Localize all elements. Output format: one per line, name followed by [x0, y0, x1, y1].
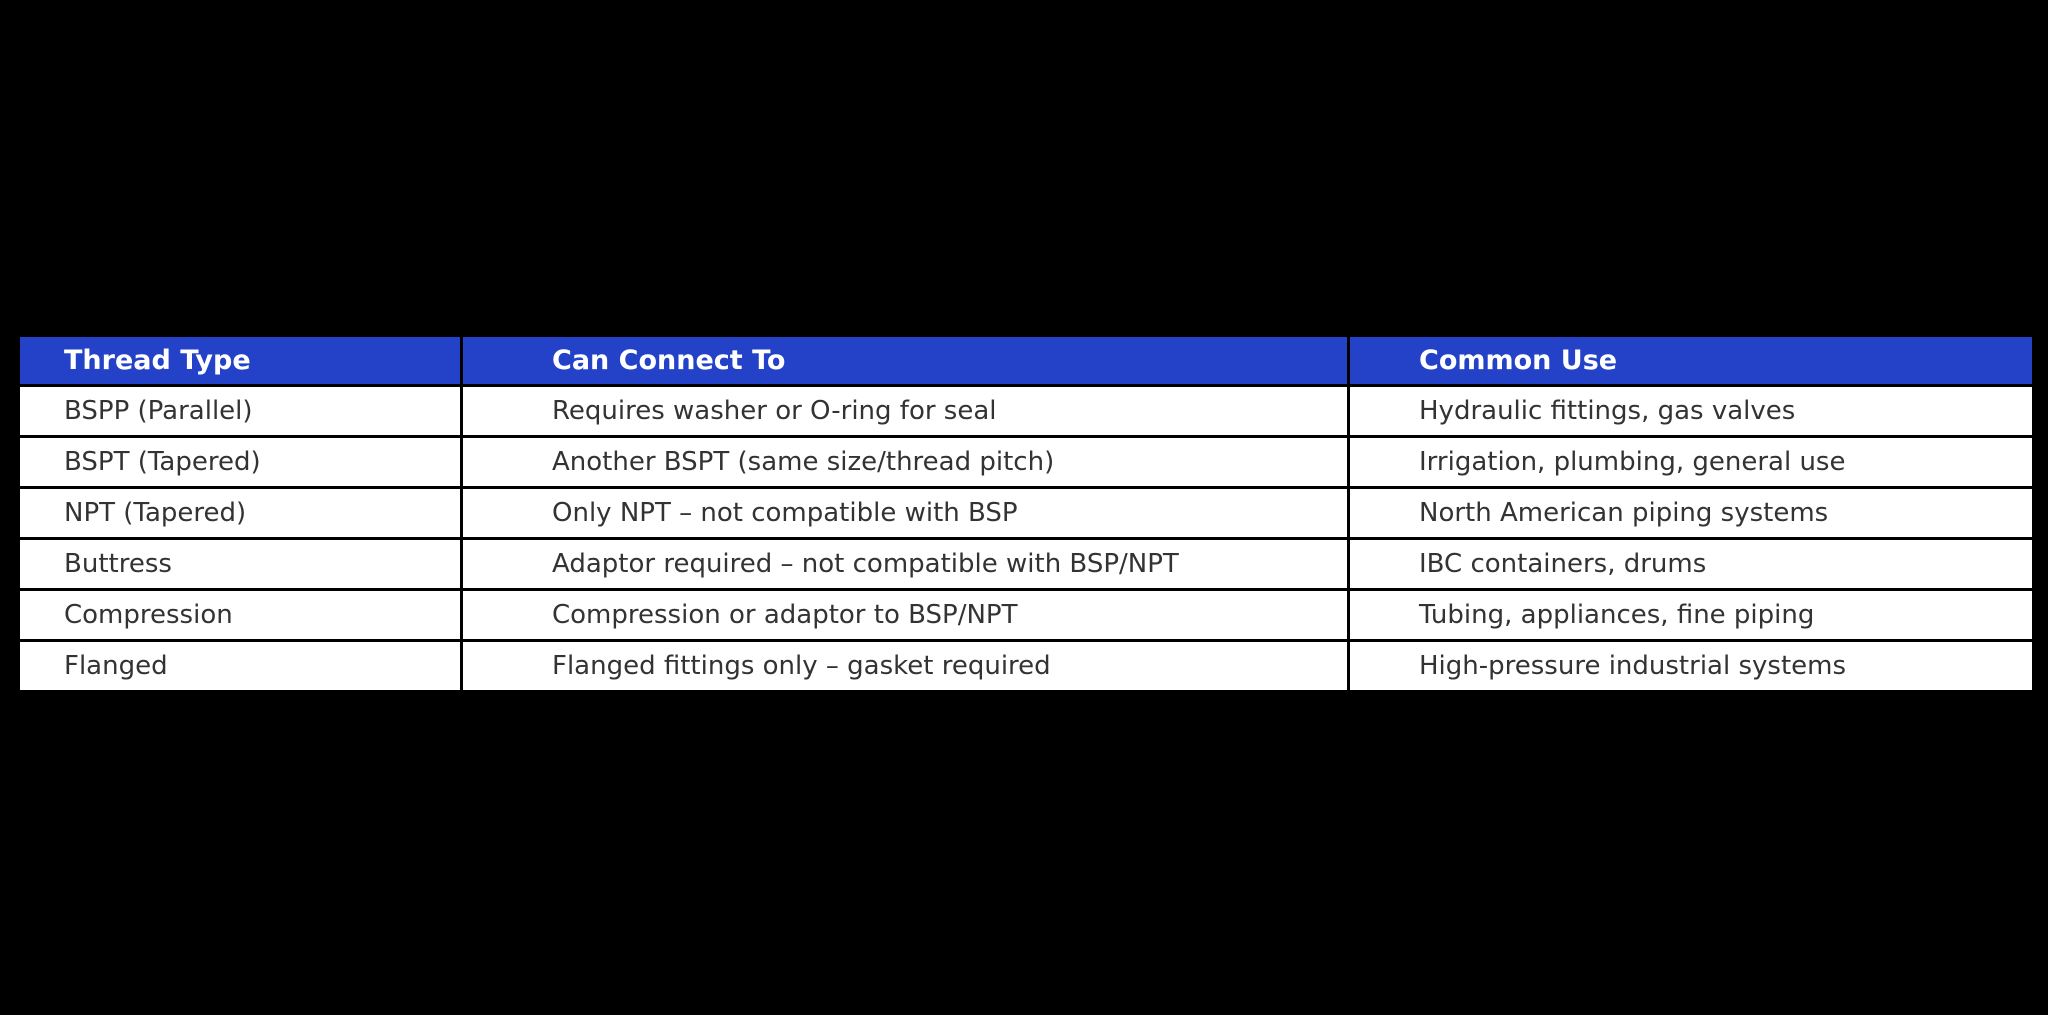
cell-thread-type: BSPT (Tapered) [19, 437, 462, 488]
table-row [19, 539, 2034, 590]
column-header-common-use: Common Use [1349, 336, 2034, 386]
cell-thread-type: NPT (Tapered) [19, 488, 462, 539]
cell-can-connect-to: Compression or adaptor to BSP/NPT [462, 590, 1349, 641]
cell-common-use: Irrigation, plumbing, general use [1349, 437, 2034, 488]
column-header-thread-type: Thread Type [19, 336, 462, 386]
cell-can-connect-to: Another BSPT (same size/thread pitch) [462, 437, 1349, 488]
cell-common-use: Hydraulic fittings, gas valves [1349, 386, 2034, 437]
table-row [19, 590, 2034, 641]
table-body [19, 386, 2034, 692]
cell-can-connect-to: Adaptor required – not compatible with BSP/NPT [462, 539, 1349, 590]
cell-thread-type: Flanged [19, 641, 462, 692]
thread-compatibility-table [17, 334, 2035, 693]
cell-can-connect-to: Only NPT – not compatible with BSP [462, 488, 1349, 539]
table-row [19, 386, 2034, 437]
table-header [19, 336, 2034, 386]
table-row [19, 641, 2034, 692]
cell-thread-type: BSPP (Parallel) [19, 386, 462, 437]
cell-common-use: High-pressure industrial systems [1349, 641, 2034, 692]
thread-compatibility-table-container [17, 334, 2035, 693]
cell-can-connect-to: Requires washer or O-ring for seal [462, 386, 1349, 437]
table-row [19, 488, 2034, 539]
cell-common-use: Tubing, appliances, fine piping [1349, 590, 2034, 641]
cell-thread-type: Compression [19, 590, 462, 641]
column-header-can-connect-to: Can Connect To [462, 336, 1349, 386]
cell-common-use: North American piping systems [1349, 488, 2034, 539]
cell-can-connect-to: Flanged fittings only – gasket required [462, 641, 1349, 692]
cell-common-use: IBC containers, drums [1349, 539, 2034, 590]
cell-thread-type: Buttress [19, 539, 462, 590]
table-row [19, 437, 2034, 488]
header-row [19, 336, 2034, 386]
